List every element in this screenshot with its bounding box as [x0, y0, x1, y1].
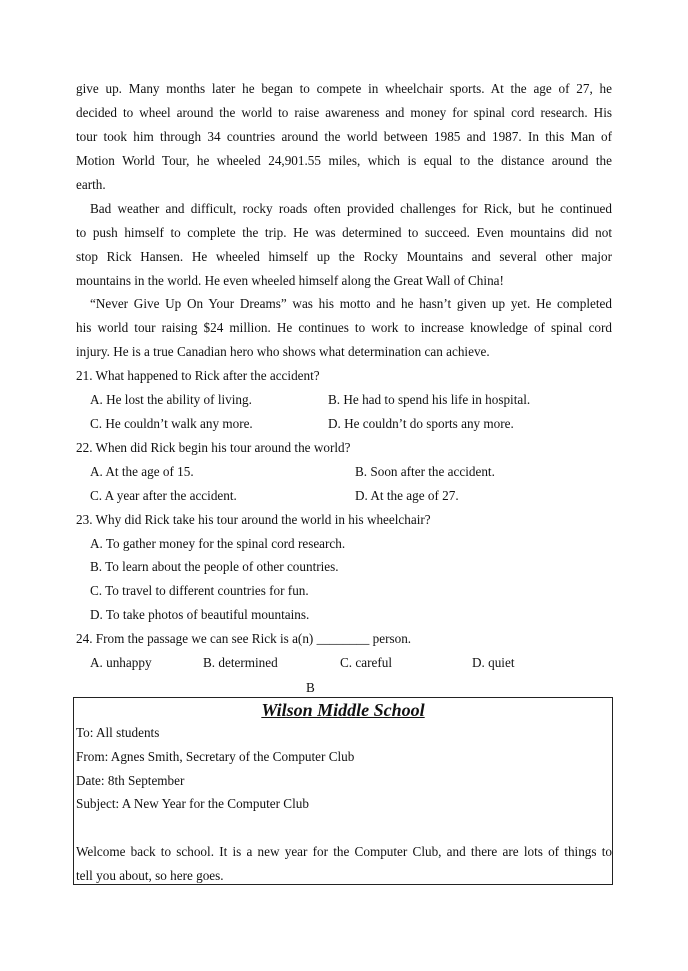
question-option[interactable]: C. To travel to different countries for fun. — [90, 583, 309, 598]
question-option[interactable]: D. To take photos of beautiful mountains. — [90, 607, 310, 622]
passage-line: to push himself to complete the trip. He was determined to succeed. Even mountains did not — [76, 225, 612, 240]
passage-line: stop Rick Hansen. He wheeled himself up the Rocky Mountains and several other major — [76, 249, 612, 264]
passage-line: decided to wheel around the world to raise awareness and money for spinal cord research. His — [76, 105, 612, 120]
notice-from: From: Agnes Smith, Secretary of the Computer Club — [76, 749, 355, 764]
notice-subject: Subject: A New Year for the Computer Club — [76, 796, 309, 811]
question-option[interactable]: B. He had to spend his life in hospital. — [328, 392, 531, 407]
question-option[interactable]: C. He couldn’t walk any more. — [90, 416, 253, 431]
passage-line: tour took him through 34 countries around the world between 1985 and 1987. In this Man of — [76, 129, 612, 144]
question-option[interactable]: B. To learn about the people of other countries. — [90, 559, 339, 574]
notice-body-line: Welcome back to school. It is a new year for the Computer Club, and there are lots of things to — [76, 844, 612, 859]
section-marker: B — [306, 680, 315, 695]
question-option[interactable]: D. quiet — [472, 655, 515, 670]
notice-title: Wilson Middle School — [261, 700, 425, 720]
notice-body-line: tell you about, so here goes. — [76, 868, 224, 883]
question-option[interactable]: B. determined — [203, 655, 278, 670]
question-option[interactable]: A. He lost the ability of living. — [90, 392, 252, 407]
question-stem: 24. From the passage we can see Rick is a(n) ________ person. — [76, 631, 412, 646]
question-option[interactable]: C. A year after the accident. — [90, 488, 237, 503]
question-option[interactable]: A. To gather money for the spinal cord research. — [90, 536, 346, 551]
question-option[interactable]: A. At the age of 15. — [90, 464, 194, 479]
question-option[interactable]: D. At the age of 27. — [355, 488, 459, 503]
passage-line: Motion World Tour, he wheeled 24,901.55 miles, which is equal to the distance around the — [76, 153, 612, 168]
notice-box — [73, 697, 613, 885]
passage-line: Bad weather and difficult, rocky roads often provided challenges for Rick, but he continued — [90, 201, 612, 216]
notice-to: To: All students — [76, 725, 160, 740]
notice-date: Date: 8th September — [76, 773, 185, 788]
question-option[interactable]: A. unhappy — [90, 655, 152, 670]
question-option[interactable]: B. Soon after the accident. — [355, 464, 495, 479]
question-option[interactable]: C. careful — [340, 655, 392, 670]
question-stem: 21. What happened to Rick after the accident? — [76, 368, 320, 383]
passage-line: injury. He is a true Canadian hero who shows what determination can achieve. — [76, 344, 490, 359]
passage-line: mountains in the world. He even wheeled himself along the Great Wall of China! — [76, 273, 504, 288]
passage-line: earth. — [76, 177, 106, 192]
question-stem: 22. When did Rick begin his tour around the world? — [76, 440, 351, 455]
passage-line: his world tour raising $24 million. He continues to work to increase knowledge of spinal cord — [76, 320, 612, 335]
passage-line: “Never Give Up On Your Dreams” was his motto and he hasn’t given up yet. He completed — [90, 296, 612, 311]
passage-line: give up. Many months later he began to compete in wheelchair sports. At the age of 27, he — [76, 81, 612, 96]
question-stem: 23. Why did Rick take his tour around the world in his wheelchair? — [76, 512, 431, 527]
question-option[interactable]: D. He couldn’t do sports any more. — [328, 416, 514, 431]
